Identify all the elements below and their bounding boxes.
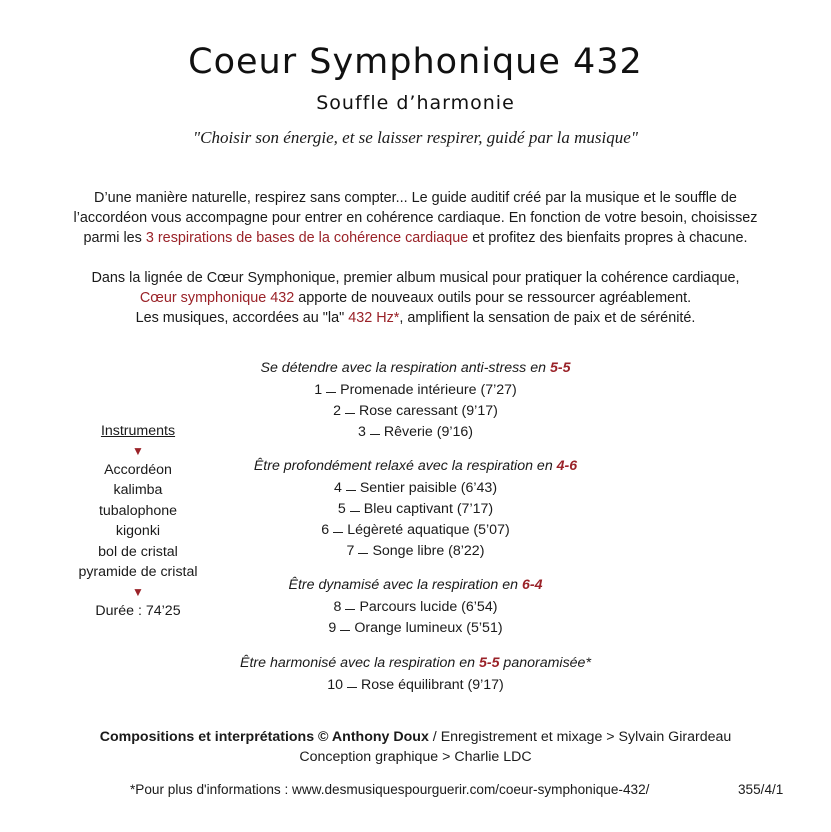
section-heading [150, 575, 681, 595]
heading-text: Être dynamisé avec la respiration en [288, 577, 522, 593]
heading-text: Se détendre avec la respiration anti-stress en [260, 360, 550, 376]
footer-note: *Pour plus d'informations : www.desmusiquespourguerir.com/coeur-symphonique-432/ [130, 782, 650, 797]
track-number: 8 [333, 599, 342, 615]
track-name: Rêverie (9’16) [383, 424, 473, 440]
highlight-breathings: 3 respirations de bases de la cohérence cardiaque [145, 230, 469, 246]
track-item [150, 675, 681, 696]
track-number: 3 [358, 424, 366, 440]
track-number: 5 [337, 501, 346, 517]
track-number: 2 [333, 403, 342, 419]
track-item [150, 499, 681, 520]
heading-text: Être profondément relaxé avec la respiration en [253, 458, 557, 474]
intro-line: D’une manière naturelle, respirez sans compter... Le guide auditif créé par la musique et le souffle de [94, 190, 737, 206]
album-subtitle: Souffle d’harmonie [316, 92, 515, 114]
track-item [150, 597, 681, 618]
instrument-item: pyramide de cristal [78, 564, 198, 580]
section-harmonize [150, 653, 681, 696]
section-heading [150, 456, 681, 476]
track-name: Orange lumineux (5’51) [354, 620, 503, 636]
intro-paragraph-2 [40, 268, 791, 328]
intro-paragraph-1 [40, 188, 791, 248]
track-item [150, 380, 681, 401]
track-name: Songe libre (8’22) [372, 543, 485, 559]
total-duration: Durée : 74’25 [95, 602, 181, 619]
text-fragment: et profitez des bienfaits propres à chacune. [468, 230, 748, 246]
rhythm-badge: 5-5 [478, 655, 500, 671]
intro-line [40, 228, 791, 248]
track-item [150, 401, 681, 422]
track-number: 6 [321, 522, 330, 538]
design-credit: Conception graphique > Charlie LDC [299, 749, 532, 765]
intro-line [40, 288, 791, 308]
text-fragment: Les musiques, accordées au "la" [135, 310, 349, 326]
section-relax [150, 456, 681, 562]
rhythm-badge: 4-6 [556, 458, 578, 474]
section-dynamize [150, 575, 681, 639]
rhythm-badge: 6-4 [521, 577, 543, 593]
instrument-item: kalimba [113, 482, 163, 498]
track-name: Parcours lucide (6’54) [359, 599, 498, 615]
track-number: 1 [314, 382, 323, 398]
credits [40, 727, 791, 767]
track-item [150, 478, 681, 499]
section-heading [150, 358, 681, 378]
credit-separator: / [428, 729, 441, 745]
track-name: Légèreté aquatique (5’07) [347, 522, 510, 538]
recording-credit: Enregistrement et mixage > Sylvain Girardeau [440, 729, 732, 745]
section-heading [150, 653, 681, 673]
composer-credit: Compositions et interprétations © Anthony Doux [99, 729, 429, 745]
rhythm-badge: 5-5 [549, 360, 571, 376]
text-fragment: parmi les [83, 230, 146, 246]
catalog-code: 355/4/1 [738, 782, 784, 797]
track-name: Bleu captivant (7’17) [363, 501, 494, 517]
track-number: 4 [333, 480, 342, 496]
track-name: Rose équilibrant (9’17) [361, 677, 504, 693]
track-name: Promenade intérieure (7’27) [340, 382, 517, 398]
triangle-down-icon: ▼ [132, 443, 144, 458]
track-name: Sentier paisible (6’43) [359, 480, 498, 496]
instrument-item: kigonki [115, 523, 161, 539]
heading-text: Être harmonisé avec la respiration en [240, 655, 479, 671]
text-fragment: , amplifient la sensation de paix et de sérénité. [399, 310, 696, 326]
track-number: 10 [327, 677, 344, 693]
section-anti-stress [150, 358, 681, 443]
track-item [150, 422, 681, 443]
track-number: 7 [346, 543, 355, 559]
highlight-album-name: Cœur symphonique 432 [139, 290, 295, 306]
album-title: Coeur Symphonique 432 [188, 42, 643, 82]
triangle-down-icon: ▼ [132, 584, 144, 599]
heading-suffix: panoramisée* [499, 655, 591, 671]
track-item [150, 618, 681, 639]
highlight-frequency: 432 Hz* [348, 310, 400, 326]
instruments-title: Instruments [100, 423, 176, 439]
credits-line [40, 727, 791, 747]
instrument-item: Accordéon [104, 461, 172, 478]
track-number: 9 [328, 620, 337, 636]
intro-line: Dans la lignée de Cœur Symphonique, premier album musical pour pratiquer la cohérence cardiaque, [91, 270, 740, 286]
instrument-item: tubalophone [98, 502, 178, 519]
text-fragment: apporte de nouveaux outils pour se ressourcer agréablement. [294, 290, 692, 306]
track-item [150, 541, 681, 562]
track-item [150, 520, 681, 541]
track-name: Rose caressant (9’17) [359, 403, 498, 419]
intro-line: l’accordéon vous accompagne pour entrer en cohérence cardiaque. En fonction de votre besoin, choisissez [73, 210, 758, 226]
tagline: "Choisir son énergie, et se laisser respirer, guidé par la musique" [193, 128, 638, 147]
intro-line [40, 308, 791, 328]
instrument-item: bol de cristal [98, 543, 178, 560]
